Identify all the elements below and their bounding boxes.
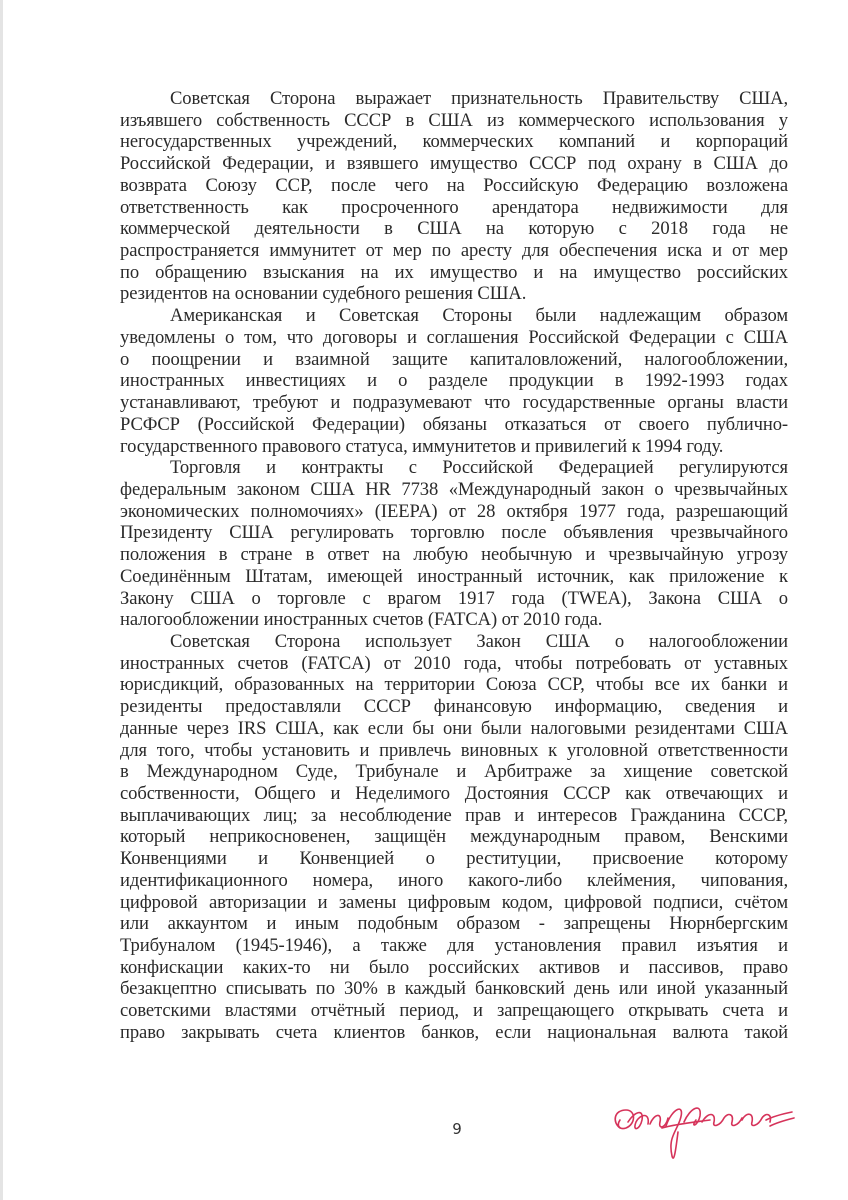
text-line-content: для того, чтобы установить и привлечь виновных к уголовной ответственности <box>120 739 788 761</box>
text-line-content: право закрывать счета клиентов банков, если национальная валюта такой <box>120 1021 788 1043</box>
paragraph <box>120 631 788 1044</box>
text-line <box>120 935 788 957</box>
text-line <box>120 913 788 935</box>
paragraph <box>120 88 788 305</box>
text-line-content: Президенту США регулировать торговлю после объявления чрезвычайного <box>120 522 788 544</box>
text-line <box>120 370 788 392</box>
text-line-content: федеральным законом США HR 7738 «Международный закон о чрезвычайных <box>120 478 788 500</box>
text-line <box>120 501 788 523</box>
text-line <box>120 588 788 610</box>
text-line-content: изъявшего собственность СССР в США из коммерческого использования у <box>120 109 788 131</box>
text-line <box>120 240 788 262</box>
text-line-content: положения в стране в ответ на любую необычную и чрезвычайную угрозу <box>120 544 788 566</box>
text-line-content: данные через IRS США, как если бы они были налоговыми резидентами США <box>120 717 788 739</box>
text-line-content: по обращению взыскания на их имущество и на имущество российских <box>120 261 788 283</box>
text-line <box>120 740 788 762</box>
text-line <box>120 153 788 175</box>
text-line <box>120 283 788 305</box>
text-line-content: Соединённым Штатам, имеющей иностранный источник, как приложение к <box>120 565 788 587</box>
text-line-content: уведомлены о том, что договоры и соглашения Российской Федерации с США <box>120 326 788 348</box>
text-line <box>120 457 788 479</box>
text-line-content: Американская и Советская Стороны были надлежащим образом <box>170 305 788 327</box>
text-line <box>120 957 788 979</box>
text-line <box>120 848 788 870</box>
text-line-content: цифровой авторизации и замены цифровым кодом, цифровой подписи, счётом <box>120 891 788 913</box>
text-line-content: идентификационного номера, иного какого-либо клеймения, чипования, <box>120 869 788 891</box>
text-line-content: собственности, Общего и Неделимого Достояния СССР как отвечающих и <box>120 783 788 804</box>
text-line <box>120 892 788 914</box>
text-line-content: о поощрении и взаимной защите капиталовложений, налогообложении, <box>120 348 788 370</box>
text-line <box>120 783 788 805</box>
text-line-content: Советская Сторона использует Закон США о налогообложении <box>170 630 788 652</box>
text-line-content: или аккаунтом и иным подобным образом - запрещены Нюрнбергским <box>120 913 788 935</box>
text-line <box>120 653 788 675</box>
text-line <box>120 609 788 631</box>
text-line-content: государственного правового статуса, иммунитетов и привилегий к 1994 году. <box>120 435 724 457</box>
text-line <box>120 175 788 197</box>
text-line-content: Трибуналом (1945-1946), а также для установления правил изъятия и <box>120 935 788 957</box>
text-line-content: иностранных инвестициях и о разделе продукции в 1992-1993 годах <box>120 370 788 392</box>
text-line-content: юрисдикций, образованных на территории Союза ССР, чтобы все их банки и <box>120 674 788 696</box>
text-line-content: безакцептно списывать по 30% в каждый банковский день или иной указанный <box>120 978 788 1000</box>
text-line <box>120 1022 788 1044</box>
text-line <box>120 218 788 240</box>
text-line <box>120 262 788 284</box>
text-line <box>120 1000 788 1022</box>
text-line <box>120 436 788 458</box>
text-line <box>120 805 788 827</box>
text-line-content: советскими властями отчётный период, и запрещающего открывать счета и <box>120 1000 788 1022</box>
text-line <box>120 566 788 588</box>
text-line <box>120 197 788 219</box>
text-line <box>120 544 788 566</box>
text-line-content: резидентов на основании судебного решения США. <box>120 283 527 305</box>
text-line-content: РСФСР (Российской Федерации) обязаны отказаться от своего публично- <box>120 413 788 435</box>
text-line <box>120 696 788 718</box>
text-line-content: резиденты предоставляли СССР финансовую информацию, сведения и <box>120 696 788 718</box>
text-line-content: в Международном Суде, Трибунале и Арбитраже за хищение советской <box>120 761 788 783</box>
text-line <box>120 131 788 153</box>
text-line-content: распространяется иммунитет от мер по аресту для обеспечения иска и от мер <box>120 240 788 262</box>
text-line-content: иностранных счетов (FATCA) от 2010 года, чтобы потребовать от уставных <box>120 652 788 674</box>
text-line-content: Закону США о торговле с врагом 1917 года (TWEA), Закона США о <box>120 587 788 609</box>
text-line <box>120 479 788 501</box>
text-line <box>120 522 788 544</box>
text-line <box>120 392 788 414</box>
text-line <box>120 327 788 349</box>
text-line-content: Торговля и контракты с Российской Федерацией регулируются <box>170 457 788 479</box>
signature-stroke <box>650 1115 668 1127</box>
text-line <box>120 349 788 371</box>
text-line <box>120 674 788 696</box>
text-line-content: негосударственных учреждений, коммерческих компаний и корпораций <box>120 131 788 153</box>
text-line-content: конфискации каких-то ни было российских активов и пассивов, право <box>120 956 788 978</box>
text-line-content: выплачивающих лиц; за несоблюдение прав и интересов Гражданина СССР, <box>120 804 788 826</box>
text-line-content: коммерческой деятельности в США на которую с 2018 года не <box>120 218 788 240</box>
handwritten-signature <box>606 1098 796 1170</box>
signature-stroke <box>770 1118 794 1126</box>
scan-page-edge <box>0 0 3 1200</box>
page-number: 9 <box>452 1120 462 1138</box>
paragraph <box>120 305 788 457</box>
text-line <box>120 414 788 436</box>
text-line <box>120 110 788 132</box>
text-line <box>120 761 788 783</box>
text-line <box>120 631 788 653</box>
paragraph <box>120 457 788 631</box>
text-line-content: который неприкосновенен, защищён международным правом, Венскими <box>120 826 788 848</box>
text-line <box>120 870 788 892</box>
text-line-content: возврата Союзу ССР, после чего на Российскую Федерацию возложена <box>120 174 788 196</box>
text-line <box>120 826 788 848</box>
document-body <box>120 88 788 1044</box>
text-line-content: устанавливают, требуют и подразумевают что государственные органы власти <box>120 392 788 414</box>
text-line <box>120 305 788 327</box>
signature-stroke <box>666 1109 681 1158</box>
text-line-content: Конвенциями и Конвенцией о реституции, присвоение которому <box>120 848 788 870</box>
text-line <box>120 88 788 110</box>
text-line-content: Советская Сторона выражает признательность Правительству США, <box>170 88 788 109</box>
text-line-content: налогообложении иностранных счетов (FATCA) от 2010 года. <box>120 609 603 631</box>
text-line-content: экономических полномочиях» (IEEPA) от 28 октября 1977 года, разрешающий <box>120 500 788 522</box>
text-line-content: ответственность как просроченного арендатора недвижимости для <box>120 196 788 218</box>
text-line-content: Российской Федерации, и взявшего имущество СССР под охрану в США до <box>120 153 788 175</box>
text-line <box>120 718 788 740</box>
signature-stroke <box>628 1113 648 1129</box>
text-line <box>120 978 788 1000</box>
